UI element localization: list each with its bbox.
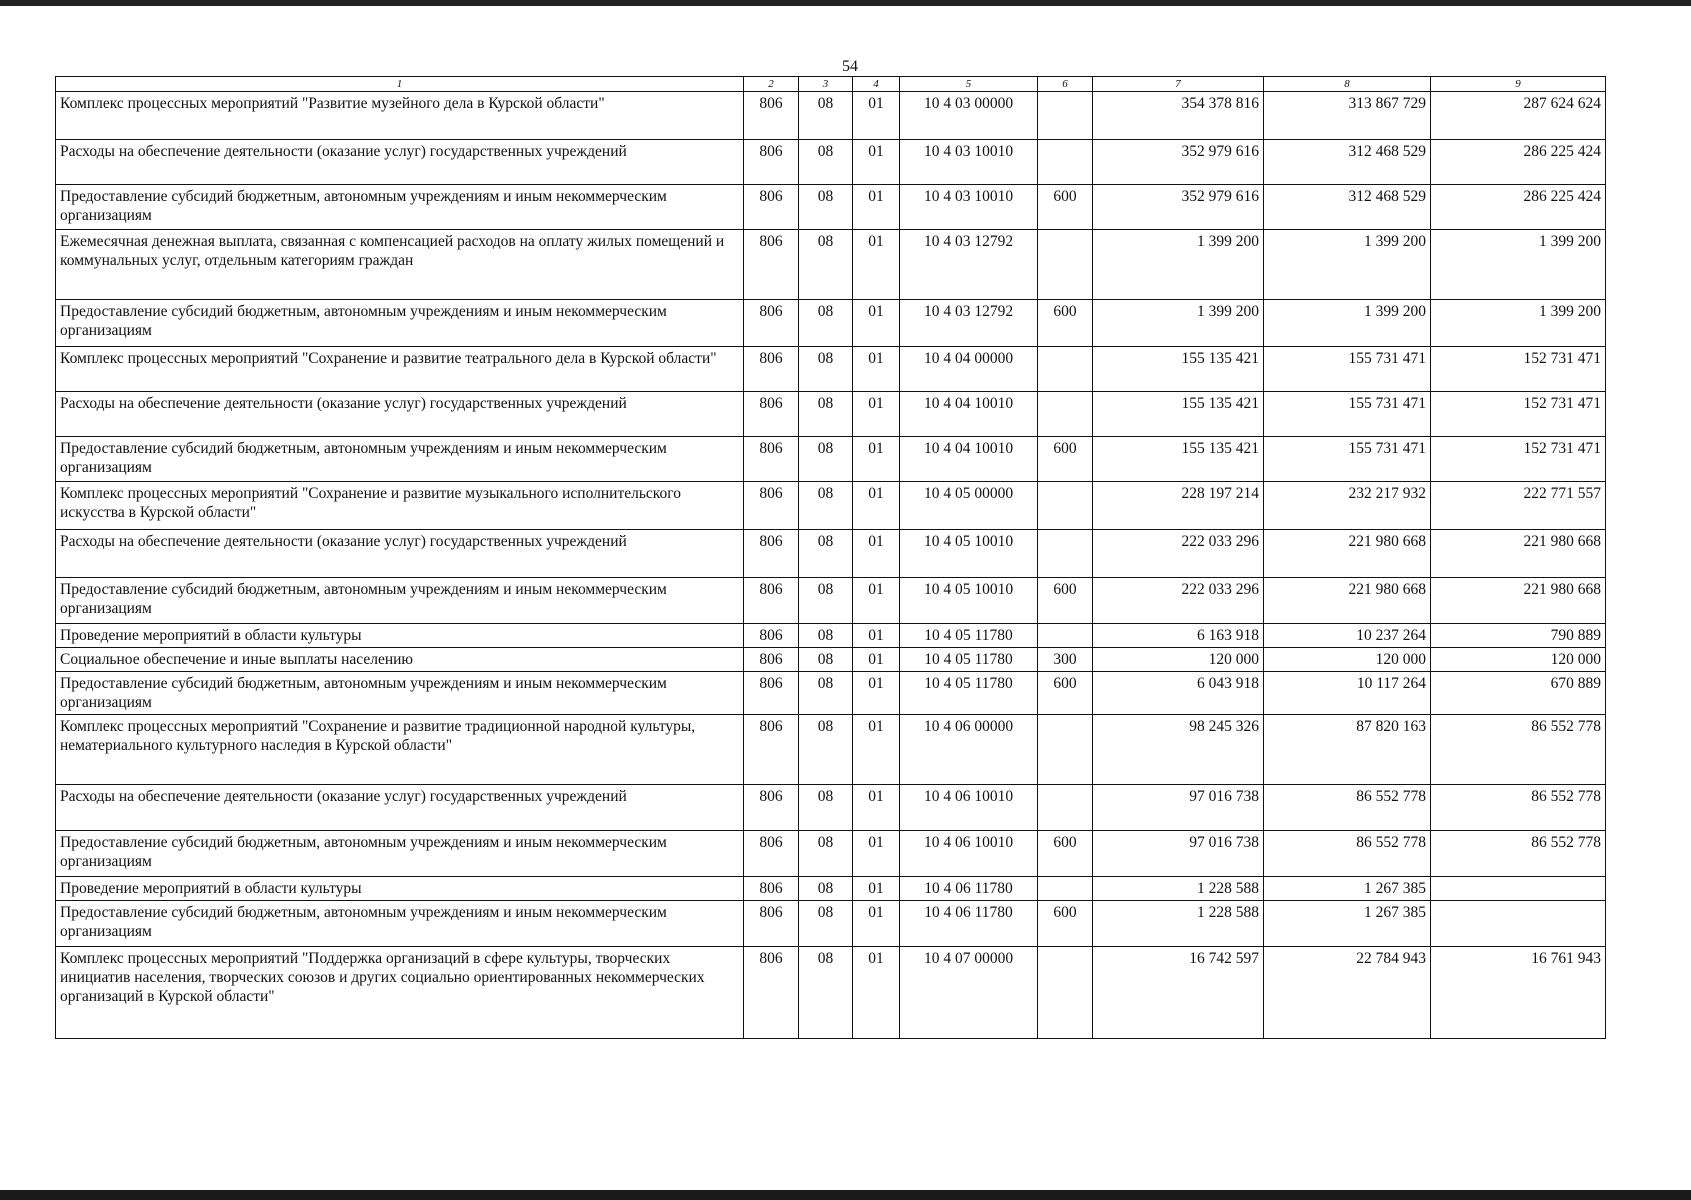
row-name: Комплекс процессных мероприятий "Сохранение и развитие музыкального исполнительского искусства в Курской области" — [56, 482, 744, 530]
table-row — [56, 947, 1606, 1039]
amount-year-1: 222 033 296 — [1093, 578, 1264, 624]
subsection-code: 01 — [853, 300, 900, 347]
amount-year-1: 352 979 616 — [1093, 185, 1264, 230]
table-row — [56, 877, 1606, 901]
section-code: 08 — [799, 530, 853, 578]
subsection-code: 01 — [853, 901, 900, 947]
expense-type-code — [1038, 624, 1093, 648]
target-article-code: 10 4 04 10010 — [900, 437, 1038, 482]
subsection-code: 01 — [853, 185, 900, 230]
row-name: Социальное обеспечение и иные выплаты населению — [56, 648, 744, 672]
table-row — [56, 437, 1606, 482]
target-article-code: 10 4 03 12792 — [900, 230, 1038, 300]
section-code: 08 — [799, 482, 853, 530]
amount-year-1: 16 742 597 — [1093, 947, 1264, 1039]
target-article-code: 10 4 07 00000 — [900, 947, 1038, 1039]
amount-year-2: 1 267 385 — [1264, 877, 1431, 901]
column-number: 5 — [900, 77, 1038, 92]
ministry-code: 806 — [744, 901, 799, 947]
section-code: 08 — [799, 230, 853, 300]
ministry-code: 806 — [744, 530, 799, 578]
row-name: Проведение мероприятий в области культуры — [56, 877, 744, 901]
amount-year-2: 86 552 778 — [1264, 831, 1431, 877]
expense-type-code — [1038, 230, 1093, 300]
row-name: Комплекс процессных мероприятий "Сохранение и развитие театрального дела в Курской области" — [56, 347, 744, 392]
expense-type-code: 600 — [1038, 901, 1093, 947]
row-name: Комплекс процессных мероприятий "Поддержка организаций в сфере культуры, творческих инициатив населения, творческих союзов и других социально ориентированных некоммерческих организаций в Курской области" — [56, 947, 744, 1039]
budget-table — [55, 76, 1606, 1039]
amount-year-1: 120 000 — [1093, 648, 1264, 672]
expense-type-code — [1038, 92, 1093, 140]
section-code: 08 — [799, 578, 853, 624]
row-name: Предоставление субсидий бюджетным, автономным учреждениям и иным некоммерческим организациям — [56, 578, 744, 624]
target-article-code: 10 4 05 00000 — [900, 482, 1038, 530]
section-code: 08 — [799, 92, 853, 140]
ministry-code: 806 — [744, 300, 799, 347]
amount-year-2: 22 784 943 — [1264, 947, 1431, 1039]
section-code: 08 — [799, 392, 853, 437]
amount-year-2: 87 820 163 — [1264, 715, 1431, 785]
table-row — [56, 715, 1606, 785]
subsection-code: 01 — [853, 392, 900, 437]
table-row — [56, 185, 1606, 230]
target-article-code: 10 4 05 11780 — [900, 624, 1038, 648]
table-row — [56, 785, 1606, 831]
row-name: Предоставление субсидий бюджетным, автономным учреждениям и иным некоммерческим организациям — [56, 672, 744, 715]
amount-year-2: 313 867 729 — [1264, 92, 1431, 140]
target-article-code: 10 4 04 10010 — [900, 392, 1038, 437]
target-article-code: 10 4 05 10010 — [900, 578, 1038, 624]
amount-year-2: 10 237 264 — [1264, 624, 1431, 648]
amount-year-1: 352 979 616 — [1093, 140, 1264, 185]
amount-year-3: 221 980 668 — [1431, 578, 1606, 624]
subsection-code: 01 — [853, 482, 900, 530]
table-row — [56, 901, 1606, 947]
target-article-code: 10 4 04 00000 — [900, 347, 1038, 392]
ministry-code: 806 — [744, 785, 799, 831]
table-row — [56, 347, 1606, 392]
target-article-code: 10 4 03 10010 — [900, 140, 1038, 185]
ministry-code: 806 — [744, 230, 799, 300]
subsection-code: 01 — [853, 92, 900, 140]
ministry-code: 806 — [744, 185, 799, 230]
row-name: Комплекс процессных мероприятий "Сохранение и развитие традиционной народной культуры, нематериального культурного наследия в Курской области" — [56, 715, 744, 785]
table-row — [56, 578, 1606, 624]
table-row — [56, 831, 1606, 877]
row-name: Ежемесячная денежная выплата, связанная с компенсацией расходов на оплату жилых помещений и коммунальных услуг, отдельным категориям граждан — [56, 230, 744, 300]
column-number: 6 — [1038, 77, 1093, 92]
amount-year-3 — [1431, 901, 1606, 947]
table-row — [56, 140, 1606, 185]
target-article-code: 10 4 03 12792 — [900, 300, 1038, 347]
amount-year-3: 152 731 471 — [1431, 437, 1606, 482]
column-number: 4 — [853, 77, 900, 92]
ministry-code: 806 — [744, 578, 799, 624]
subsection-code: 01 — [853, 578, 900, 624]
row-name: Предоставление субсидий бюджетным, автономным учреждениям и иным некоммерческим организациям — [56, 185, 744, 230]
target-article-code: 10 4 03 10010 — [900, 185, 1038, 230]
amount-year-1: 222 033 296 — [1093, 530, 1264, 578]
row-name: Расходы на обеспечение деятельности (оказание услуг) государственных учреждений — [56, 392, 744, 437]
section-code: 08 — [799, 347, 853, 392]
amount-year-2: 312 468 529 — [1264, 185, 1431, 230]
subsection-code: 01 — [853, 672, 900, 715]
ministry-code: 806 — [744, 482, 799, 530]
expense-type-code — [1038, 715, 1093, 785]
table-row — [56, 672, 1606, 715]
amount-year-3: 86 552 778 — [1431, 785, 1606, 831]
amount-year-3: 86 552 778 — [1431, 715, 1606, 785]
amount-year-2: 1 399 200 — [1264, 230, 1431, 300]
amount-year-1: 1 399 200 — [1093, 300, 1264, 347]
section-code: 08 — [799, 785, 853, 831]
ministry-code: 806 — [744, 437, 799, 482]
subsection-code: 01 — [853, 230, 900, 300]
row-name: Расходы на обеспечение деятельности (оказание услуг) государственных учреждений — [56, 140, 744, 185]
subsection-code: 01 — [853, 785, 900, 831]
scan-border-bottom — [0, 1190, 1691, 1200]
expense-type-code — [1038, 140, 1093, 185]
subsection-code: 01 — [853, 877, 900, 901]
target-article-code: 10 4 06 10010 — [900, 831, 1038, 877]
expense-type-code — [1038, 392, 1093, 437]
ministry-code: 806 — [744, 648, 799, 672]
amount-year-3: 86 552 778 — [1431, 831, 1606, 877]
subsection-code: 01 — [853, 831, 900, 877]
amount-year-3: 286 225 424 — [1431, 185, 1606, 230]
expense-type-code — [1038, 347, 1093, 392]
amount-year-3: 120 000 — [1431, 648, 1606, 672]
amount-year-1: 228 197 214 — [1093, 482, 1264, 530]
amount-year-2: 1 267 385 — [1264, 901, 1431, 947]
row-name: Предоставление субсидий бюджетным, автономным учреждениям и иным некоммерческим организациям — [56, 300, 744, 347]
amount-year-1: 1 228 588 — [1093, 901, 1264, 947]
expense-type-code: 600 — [1038, 300, 1093, 347]
column-number: 7 — [1093, 77, 1264, 92]
ministry-code: 806 — [744, 392, 799, 437]
amount-year-1: 97 016 738 — [1093, 785, 1264, 831]
expense-type-code — [1038, 785, 1093, 831]
amount-year-2: 312 468 529 — [1264, 140, 1431, 185]
column-number: 9 — [1431, 77, 1606, 92]
row-name: Комплекс процессных мероприятий "Развитие музейного дела в Курской области" — [56, 92, 744, 140]
target-article-code: 10 4 06 11780 — [900, 877, 1038, 901]
amount-year-1: 98 245 326 — [1093, 715, 1264, 785]
amount-year-2: 155 731 471 — [1264, 437, 1431, 482]
target-article-code: 10 4 06 11780 — [900, 901, 1038, 947]
column-number: 3 — [799, 77, 853, 92]
target-article-code: 10 4 05 11780 — [900, 648, 1038, 672]
target-article-code: 10 4 05 10010 — [900, 530, 1038, 578]
row-name: Предоставление субсидий бюджетным, автономным учреждениям и иным некоммерческим организациям — [56, 437, 744, 482]
table-row — [56, 230, 1606, 300]
amount-year-2: 221 980 668 — [1264, 530, 1431, 578]
amount-year-1: 6 043 918 — [1093, 672, 1264, 715]
expense-type-code: 600 — [1038, 578, 1093, 624]
column-number: 2 — [744, 77, 799, 92]
amount-year-3: 152 731 471 — [1431, 347, 1606, 392]
amount-year-3: 1 399 200 — [1431, 300, 1606, 347]
row-name: Расходы на обеспечение деятельности (оказание услуг) государственных учреждений — [56, 530, 744, 578]
row-name: Предоставление субсидий бюджетным, автономным учреждениям и иным некоммерческим организациям — [56, 831, 744, 877]
section-code: 08 — [799, 437, 853, 482]
amount-year-2: 10 117 264 — [1264, 672, 1431, 715]
amount-year-1: 6 163 918 — [1093, 624, 1264, 648]
subsection-code: 01 — [853, 947, 900, 1039]
section-code: 08 — [799, 648, 853, 672]
amount-year-2: 221 980 668 — [1264, 578, 1431, 624]
ministry-code: 806 — [744, 831, 799, 877]
page-number: 54 — [842, 58, 858, 75]
expense-type-code — [1038, 877, 1093, 901]
table-row — [56, 624, 1606, 648]
ministry-code: 806 — [744, 92, 799, 140]
table-row — [56, 482, 1606, 530]
row-name: Расходы на обеспечение деятельности (оказание услуг) государственных учреждений — [56, 785, 744, 831]
section-code: 08 — [799, 947, 853, 1039]
amount-year-3: 287 624 624 — [1431, 92, 1606, 140]
expense-type-code: 300 — [1038, 648, 1093, 672]
column-number: 1 — [56, 77, 744, 92]
amount-year-2: 155 731 471 — [1264, 347, 1431, 392]
amount-year-1: 1 399 200 — [1093, 230, 1264, 300]
ministry-code: 806 — [744, 715, 799, 785]
column-number: 8 — [1264, 77, 1431, 92]
amount-year-3: 670 889 — [1431, 672, 1606, 715]
table-row — [56, 300, 1606, 347]
ministry-code: 806 — [744, 347, 799, 392]
target-article-code: 10 4 03 00000 — [900, 92, 1038, 140]
amount-year-1: 1 228 588 — [1093, 877, 1264, 901]
table-row — [56, 392, 1606, 437]
table-row — [56, 648, 1606, 672]
amount-year-3: 221 980 668 — [1431, 530, 1606, 578]
amount-year-2: 120 000 — [1264, 648, 1431, 672]
target-article-code: 10 4 05 11780 — [900, 672, 1038, 715]
section-code: 08 — [799, 901, 853, 947]
ministry-code: 806 — [744, 672, 799, 715]
amount-year-1: 155 135 421 — [1093, 347, 1264, 392]
section-code: 08 — [799, 185, 853, 230]
ministry-code: 806 — [744, 624, 799, 648]
section-code: 08 — [799, 715, 853, 785]
amount-year-2: 155 731 471 — [1264, 392, 1431, 437]
section-code: 08 — [799, 672, 853, 715]
target-article-code: 10 4 06 10010 — [900, 785, 1038, 831]
expense-type-code: 600 — [1038, 672, 1093, 715]
expense-type-code: 600 — [1038, 437, 1093, 482]
subsection-code: 01 — [853, 347, 900, 392]
amount-year-1: 97 016 738 — [1093, 831, 1264, 877]
subsection-code: 01 — [853, 140, 900, 185]
section-code: 08 — [799, 624, 853, 648]
amount-year-1: 155 135 421 — [1093, 392, 1264, 437]
table-row — [56, 92, 1606, 140]
amount-year-3: 1 399 200 — [1431, 230, 1606, 300]
row-name: Предоставление субсидий бюджетным, автономным учреждениям и иным некоммерческим организациям — [56, 901, 744, 947]
ministry-code: 806 — [744, 877, 799, 901]
amount-year-3 — [1431, 877, 1606, 901]
table-row — [56, 530, 1606, 578]
expense-type-code: 600 — [1038, 831, 1093, 877]
expense-type-code — [1038, 947, 1093, 1039]
subsection-code: 01 — [853, 437, 900, 482]
ministry-code: 806 — [744, 947, 799, 1039]
amount-year-3: 286 225 424 — [1431, 140, 1606, 185]
amount-year-1: 155 135 421 — [1093, 437, 1264, 482]
subsection-code: 01 — [853, 715, 900, 785]
expense-type-code — [1038, 530, 1093, 578]
section-code: 08 — [799, 877, 853, 901]
subsection-code: 01 — [853, 648, 900, 672]
amount-year-2: 232 217 932 — [1264, 482, 1431, 530]
section-code: 08 — [799, 300, 853, 347]
section-code: 08 — [799, 831, 853, 877]
section-code: 08 — [799, 140, 853, 185]
amount-year-2: 1 399 200 — [1264, 300, 1431, 347]
amount-year-2: 86 552 778 — [1264, 785, 1431, 831]
amount-year-3: 222 771 557 — [1431, 482, 1606, 530]
subsection-code: 01 — [853, 624, 900, 648]
expense-type-code: 600 — [1038, 185, 1093, 230]
expense-type-code — [1038, 482, 1093, 530]
amount-year-3: 790 889 — [1431, 624, 1606, 648]
amount-year-3: 16 761 943 — [1431, 947, 1606, 1039]
subsection-code: 01 — [853, 530, 900, 578]
row-name: Проведение мероприятий в области культуры — [56, 624, 744, 648]
column-number-row — [56, 77, 1606, 92]
scan-border-top — [0, 0, 1691, 6]
amount-year-3: 152 731 471 — [1431, 392, 1606, 437]
amount-year-1: 354 378 816 — [1093, 92, 1264, 140]
ministry-code: 806 — [744, 140, 799, 185]
target-article-code: 10 4 06 00000 — [900, 715, 1038, 785]
